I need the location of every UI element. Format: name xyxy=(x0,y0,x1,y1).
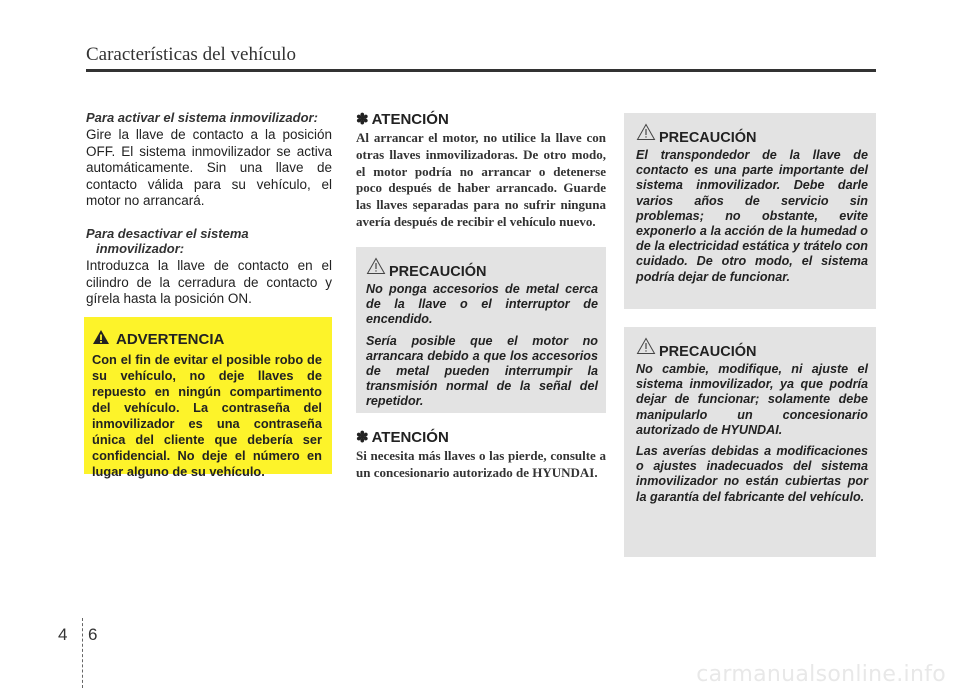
header-rule xyxy=(86,69,876,72)
caution-box-3 xyxy=(624,327,876,557)
caution-title-2-text: PRECAUCIÓN xyxy=(659,130,757,146)
warning-box xyxy=(84,317,332,479)
caution-box-2 xyxy=(624,113,876,309)
asterisk-icon: ✽ xyxy=(356,429,369,446)
caution-triangle-icon xyxy=(636,123,656,146)
watermark-text: carmanualsonline.info xyxy=(696,662,946,687)
caution-title-1-text: PRECAUCIÓN xyxy=(389,264,487,280)
page-number: 6 xyxy=(88,625,98,644)
caution-2-para-1: El transpondedor de la llave de contacto es una parte importante del sistema inmovilizador. Debe darle varios años de servicio sin problemas; no obstante, evite exponerlo a la acción de la humedad o de la electricidad estática y trátelo con cuidado. De otro modo, el sistema podría dejar de funcionar. xyxy=(636,148,868,284)
attention-title-1 xyxy=(356,110,606,128)
attention-title-2-text: ATENCIÓN xyxy=(371,428,449,446)
warning-text: Con el fin de evitar el posible robo de su vehículo, no deje llaves de repuesto en ningún compartimento del vehículo. La contraseña del inmovilizador es una contraseña única del cliente que debería ser confidencial. No deje el número en lugar alguno de su vehículo. xyxy=(92,352,322,479)
activate-text: Gire la llave de contacto a la posición OFF. El sistema inmovilizador se activa automáticamente. Sin una llave de contacto válida para su vehículo, el motor no arrancará. xyxy=(86,127,332,209)
caution-3-para-2: Las averías debidas a modificaciones o ajustes inadecuados del sistema inmovilizador no están cubiertas por la garantía del fabricante del vehículo. xyxy=(636,444,868,504)
attention-title-2 xyxy=(356,428,606,446)
asterisk-icon: ✽ xyxy=(356,111,369,128)
attention-text-2: Si necesita más llaves o las pierde, consulte a un concesionario autorizado de HYUNDAI. xyxy=(356,448,606,480)
page-header-title: Características del vehículo xyxy=(86,44,296,65)
deactivate-text: Introduzca la llave de contacto en el cilindro de la cerradura de contacto y gírela hasta la posición ON. xyxy=(86,257,332,307)
caution-1-para-2: Sería posible que el motor no arrancara debido a que los accesorios de metal pueden interrumpir la transmisión normal de la señal del repetidor. xyxy=(366,333,598,409)
column-left xyxy=(86,110,332,324)
deactivate-heading xyxy=(86,226,332,256)
caution-title-3 xyxy=(636,337,868,360)
warning-title xyxy=(92,329,322,350)
caution-title-1 xyxy=(366,257,598,280)
caution-triangle-icon xyxy=(366,257,386,280)
warning-title-text: ADVERTENCIA xyxy=(116,331,225,348)
caution-1-para-1: No ponga accesorios de metal cerca de la llave o el interruptor de encendido. xyxy=(366,282,598,327)
deactivate-heading-line1: Para desactivar el sistema xyxy=(86,225,249,241)
attention-block-2 xyxy=(356,428,606,482)
page-number-divider xyxy=(82,618,84,688)
deactivate-heading-line2: inmovilizador: xyxy=(96,240,185,256)
activate-heading: Para activar el sistema inmovilizador: xyxy=(86,110,318,125)
caution-3-para-1: No cambie, modifique, ni ajuste el sistema inmovilizador, ya que podría dejar de funcionar; solamente debe manipularlo un concesionario autorizado de HYUNDAI. xyxy=(636,362,868,437)
attention-text-1: Al arrancar el motor, no utilice la llave con otras llaves inmovilizadoras. De otro modo, el motor podría no arrancar o detenerse poco después de haber arrancado. Guarde las llaves separadas para no sufrir ninguna avería después de recibir el vehículo nuevo. xyxy=(356,130,606,229)
caution-triangle-icon xyxy=(636,337,656,360)
caution-box-1 xyxy=(356,247,606,413)
attention-title-1-text: ATENCIÓN xyxy=(371,110,449,128)
warning-triangle-icon xyxy=(92,329,110,350)
column-middle xyxy=(356,110,606,231)
caution-title-2 xyxy=(636,123,868,146)
chapter-number: 4 xyxy=(58,625,68,644)
caution-title-3-text: PRECAUCIÓN xyxy=(659,344,757,360)
